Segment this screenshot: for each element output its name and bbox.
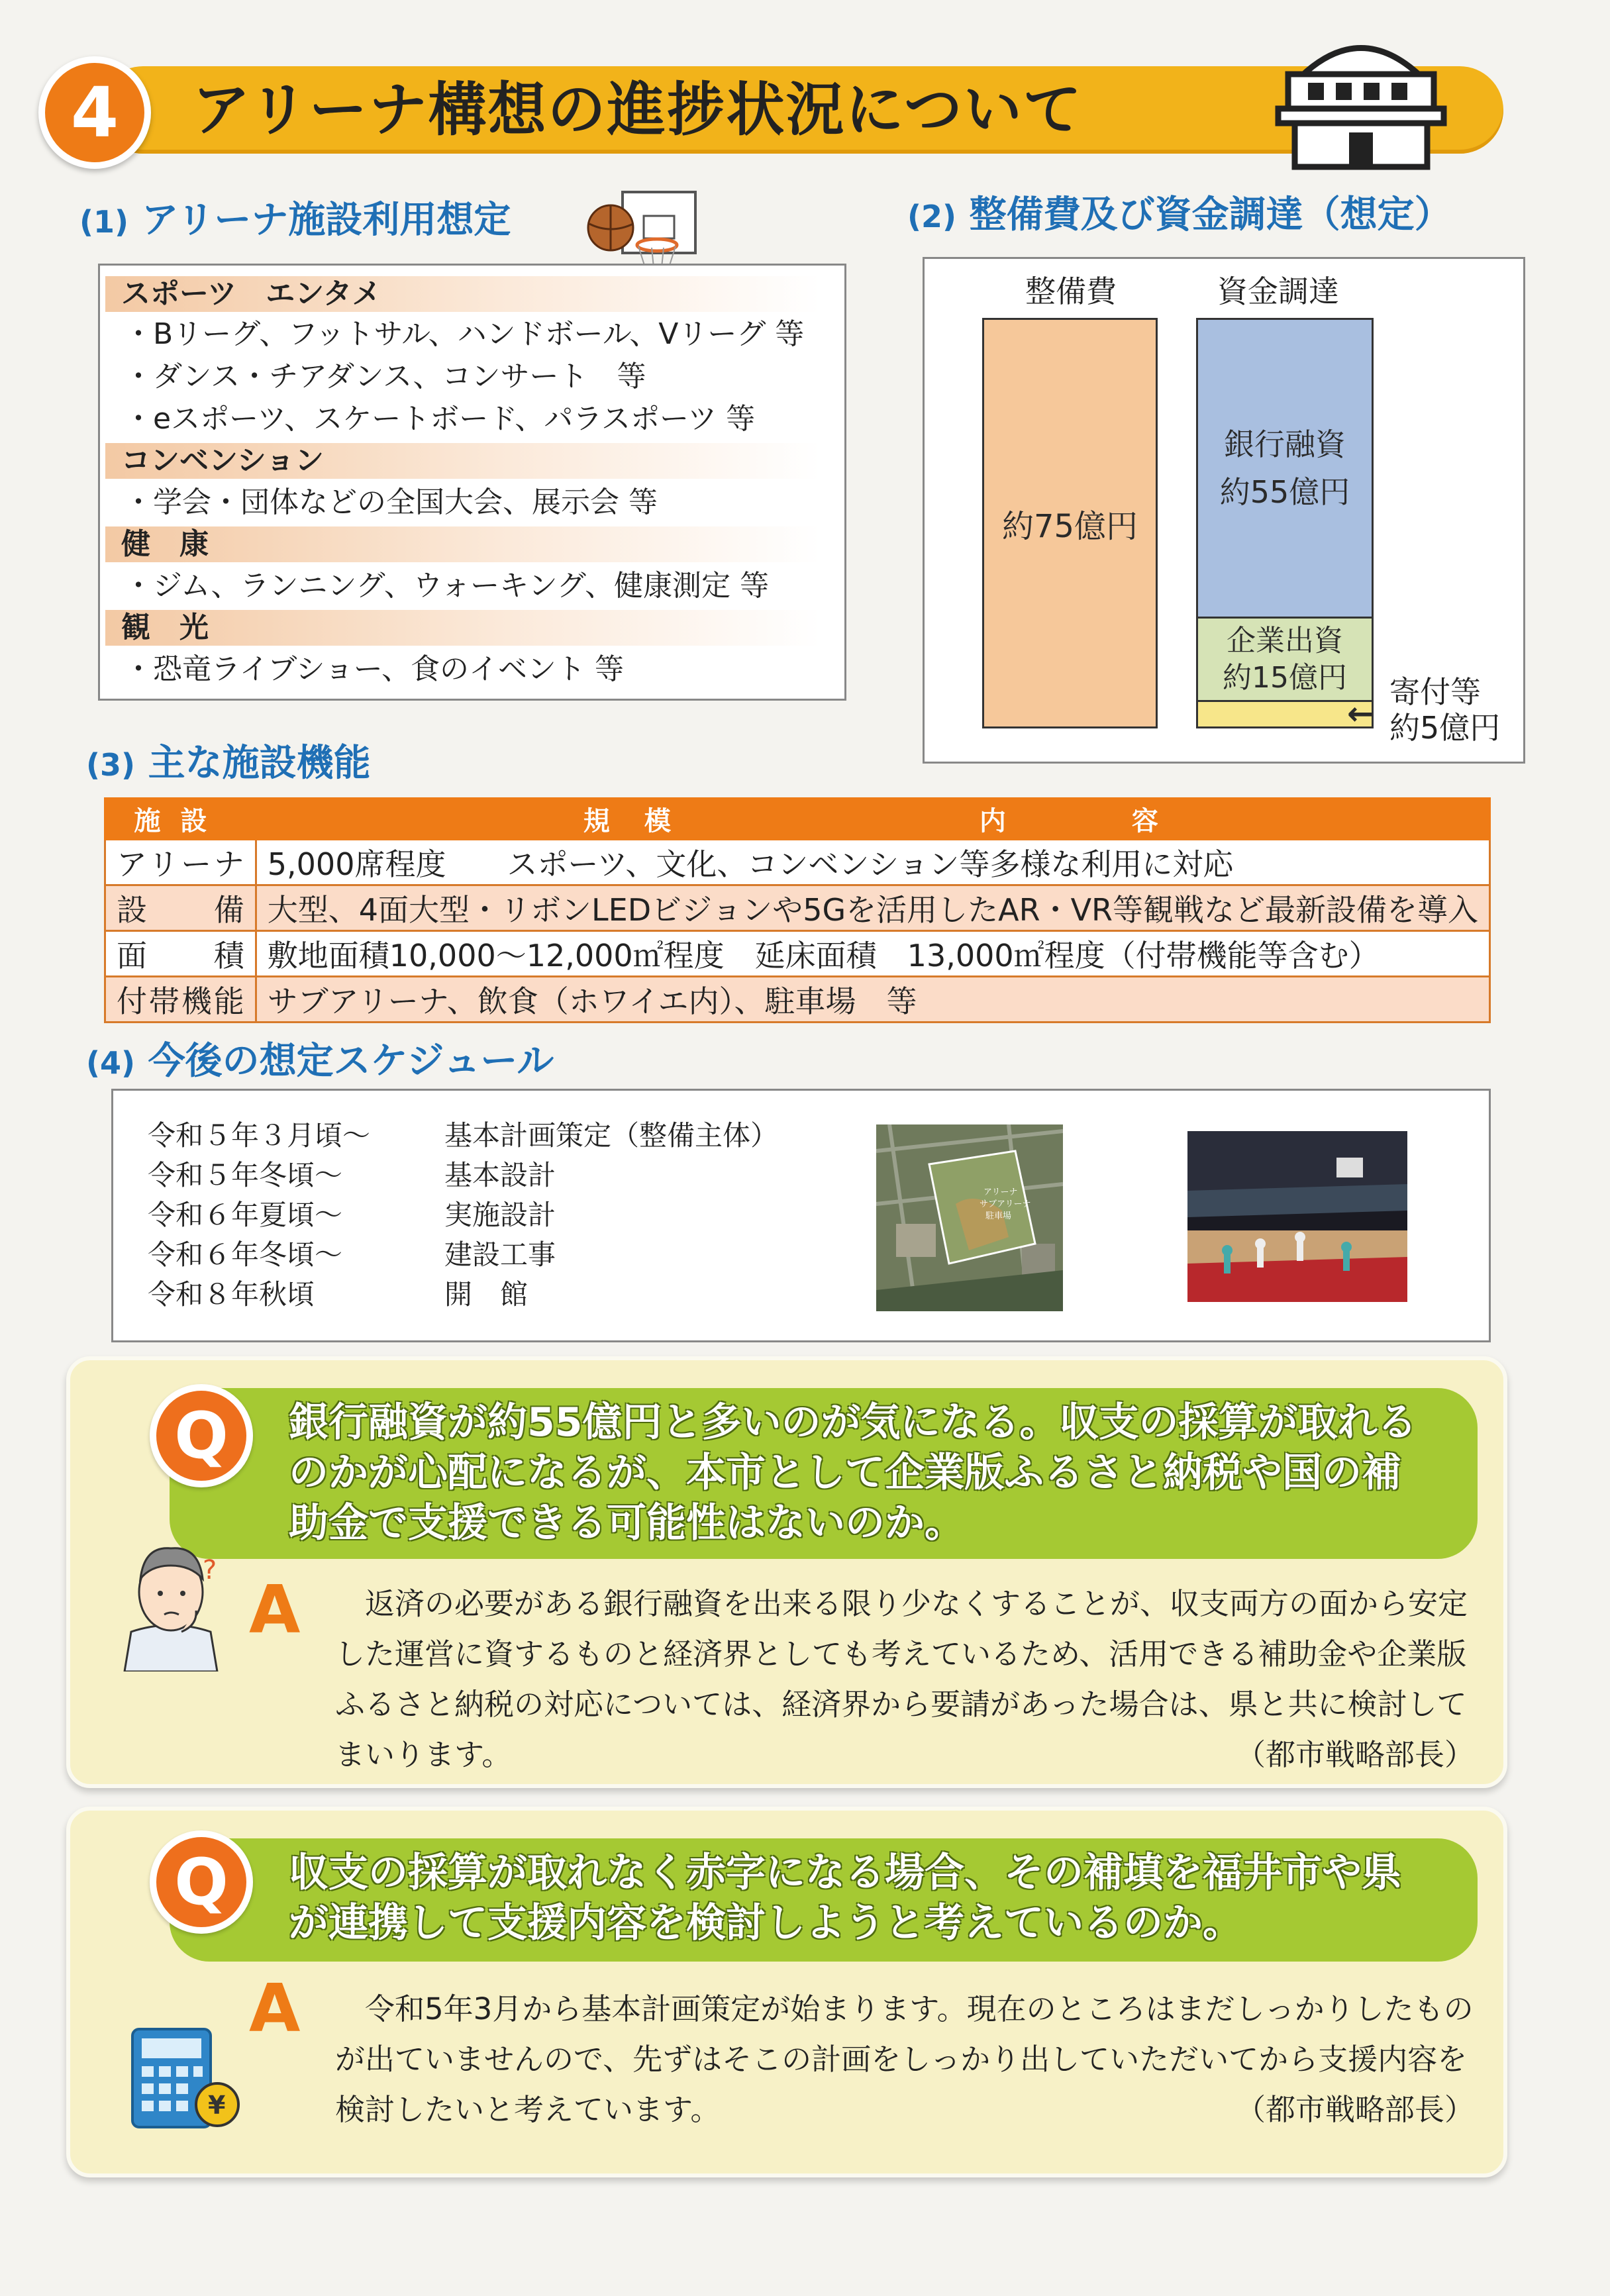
category-sports: スポーツ エンタメ <box>105 276 821 312</box>
funding-bar <box>1196 318 1374 728</box>
answer-text <box>335 1579 1474 1780</box>
section-number-badge: 4 <box>38 56 151 169</box>
donation-segment <box>1198 702 1372 726</box>
arena-building-icon <box>1275 20 1447 172</box>
facility-function-table <box>104 797 1491 1023</box>
facility-usage-box <box>98 264 846 701</box>
q-badge: Q <box>150 1384 253 1487</box>
qa-card-1 <box>66 1356 1507 1788</box>
arena-game-photo <box>1187 1131 1407 1302</box>
section4-title: (4) 今後の想定スケジュール <box>86 1040 554 1083</box>
answer-body: 返済の必要がある銀行融資を出来る限り少なくすることが、収支両方の面から安定した運営に資するものと経済界としても考えているため、活用できる補助金や企業版ふるさと納税の対応については、経済界から要請があった場合は、県と共に検討してまいります。 <box>335 1586 1468 1772</box>
thinking-man-icon <box>118 1532 230 1672</box>
table-header: 施設 <box>105 799 256 840</box>
list-item: ・ダンス・チアダンス、コンサート 等 <box>124 360 646 393</box>
schedule-what: 基本設計 <box>444 1159 556 1191</box>
cost-column-label: 整備費 <box>1025 274 1117 309</box>
schedule-what: 建設工事 <box>444 1238 556 1271</box>
cost-bar <box>982 318 1158 728</box>
map-caption: サブアリーナ <box>980 1199 1031 1209</box>
list-item: ・恐竜ライブショー、食のイベント 等 <box>124 652 624 686</box>
corp-label: 企業出資 <box>1227 623 1343 658</box>
funding-column-label: 資金調達 <box>1217 274 1339 309</box>
a-badge: A <box>249 1970 301 2047</box>
question-text: 銀行融資が約55億円と多いのが気になる。収支の採算が取れるのかが心配になるが、本市として企業版ふるさと納税や国の補助金で支援できる可能性はないのか。 <box>289 1399 1417 1546</box>
table-header: 規 模 内 容 <box>256 799 1489 840</box>
category-convention: コンベンション <box>105 443 821 479</box>
map-caption: 駐車場 <box>985 1211 1012 1221</box>
svg-text:?: ? <box>203 1555 217 1585</box>
list-item: ・ジム、ランニング、ウォーキング、健康測定 等 <box>124 569 770 603</box>
table-row: 付帯機能 サブアリーナ、飲食（ホワイエ内）、駐車場 等 <box>105 977 1490 1023</box>
corporate-investment-segment <box>1198 619 1372 702</box>
schedule-when: 令和５年３月頃～ <box>148 1119 371 1152</box>
bank-loan-label: 銀行融資 <box>1224 426 1346 462</box>
table-row: 設備 大型、4面大型・リボンLEDビジョンや5Gを活用したAR・VR等観戦など最新設備を導入 <box>105 885 1490 931</box>
answer-dept: （都市戦略部長） <box>1235 1737 1474 1772</box>
schedule-what: 実施設計 <box>444 1199 556 1231</box>
corp-value: 約15億円 <box>1223 660 1347 695</box>
category-tourism: 観 光 <box>105 610 821 646</box>
list-item: ・学会・団体などの全国大会、展示会 等 <box>124 485 658 519</box>
list-item: ・Bリーグ、フットサル、ハンドボール、Vリーグ 等 <box>124 317 805 351</box>
qa-card-2 <box>66 1807 1507 2177</box>
answer-body: 令和5年3月から基本計画策定が始まります。現在のところはまだしっかりしたものが出ていませんので、先ずはそこの計画をしっかり出していただいてから支援内容を検討したいと考えています。 <box>335 1991 1474 2127</box>
section2-title: (2) 整備費及び資金調達（想定） <box>907 193 1452 236</box>
donation-label: 寄付等 <box>1389 674 1481 710</box>
arrow-icon: ← <box>1347 695 1374 732</box>
section1-title: (1) アリーナ施設利用想定 <box>79 199 511 242</box>
schedule-when: 令和６年冬頃～ <box>148 1238 343 1271</box>
schedule-when: 令和５年冬頃～ <box>148 1159 343 1191</box>
page-title: アリーナ構想の進捗状況について <box>192 75 1083 144</box>
schedule-when: 令和８年秋頃 <box>148 1278 315 1311</box>
table-row: 面積 敷地面積10,000～12,000㎡程度 延床面積 13,000㎡程度（付帯機能等含む） <box>105 931 1490 977</box>
yen-icon: ¥ <box>208 2091 226 2120</box>
map-caption: アリーナ <box>983 1187 1018 1197</box>
answer-text <box>335 1984 1474 2135</box>
section3-title: (3) 主な施設機能 <box>86 742 371 785</box>
question-text: 収支の採算が取れなく赤字になる場合、その補填を福井市や県が連携して支援内容を検討しようと考えているのか。 <box>289 1850 1401 1946</box>
table-row: アリーナ 5,000席程度 スポーツ、文化、コンベンション等多様な利用に対応 <box>105 840 1490 885</box>
aerial-map-image <box>876 1124 1063 1311</box>
a-badge: A <box>249 1571 301 1648</box>
schedule-when: 令和６年夏頃～ <box>148 1199 343 1231</box>
q-badge: Q <box>150 1830 253 1934</box>
answer-dept: （都市戦略部長） <box>1235 2092 1474 2127</box>
bank-loan-segment <box>1198 320 1372 619</box>
list-item: ・eスポーツ、スケートボード、パラスポーツ 等 <box>124 402 756 436</box>
donation-value: 約5億円 <box>1389 710 1501 746</box>
cost-value: 約75億円 <box>1001 507 1138 545</box>
category-health: 健 康 <box>105 526 821 562</box>
schedule-what: 基本計画策定（整備主体） <box>444 1119 779 1152</box>
bank-loan-value: 約55億円 <box>1219 474 1350 510</box>
schedule-what: 開 館 <box>444 1278 528 1311</box>
calculator-icon <box>128 2022 248 2135</box>
